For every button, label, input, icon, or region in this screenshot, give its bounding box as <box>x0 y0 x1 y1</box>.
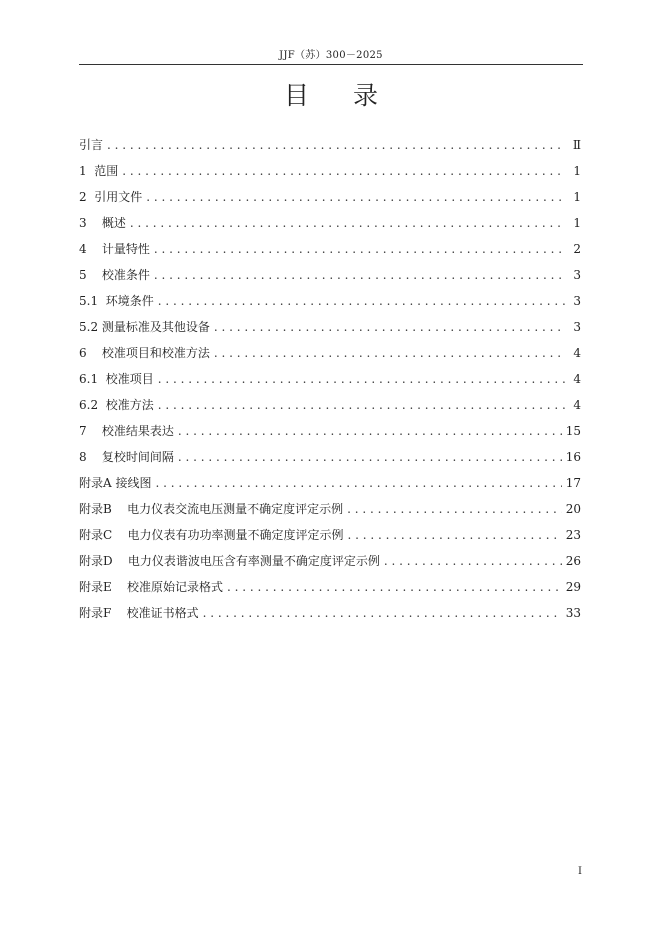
toc-entry[interactable] <box>79 236 581 262</box>
toc-entry[interactable] <box>79 158 581 184</box>
toc-entry-label: 7 校准结果表达 <box>79 424 174 438</box>
toc-entry-page: 26 <box>565 554 581 568</box>
header-divider <box>79 64 583 65</box>
toc-dot-leader <box>203 600 562 626</box>
toc-entry-label: 6.1 校准项目 <box>79 372 154 386</box>
toc-dot-leader <box>122 158 565 184</box>
toc-entry-page: 29 <box>565 580 581 594</box>
toc-dot-leader <box>384 548 562 574</box>
toc-entry[interactable] <box>79 314 581 340</box>
toc-entry[interactable] <box>79 288 581 314</box>
toc-entry-page: Ⅱ <box>572 138 581 152</box>
toc-entry-page: 2 <box>573 242 581 256</box>
toc-dot-leader <box>154 262 565 288</box>
toc-entry-page: 4 <box>573 372 581 386</box>
toc-entry-label: 5.2 测量标准及其他设备 <box>79 320 210 334</box>
page-title: 目录 <box>283 81 422 110</box>
toc-entry[interactable] <box>79 470 581 496</box>
toc-dot-leader <box>347 522 561 548</box>
toc-entry-label: 2 引用文件 <box>79 190 143 204</box>
toc-entry[interactable] <box>79 444 581 470</box>
toc-entry-page: 33 <box>565 606 581 620</box>
toc-dot-leader <box>146 184 565 210</box>
toc-dot-leader <box>107 132 565 158</box>
toc-dot-leader <box>178 444 562 470</box>
toc-entry[interactable] <box>79 600 581 626</box>
toc-entry-label: 5.1 环境条件 <box>79 294 154 308</box>
toc-entry-label: 附录E 校准原始记录格式 <box>79 580 224 594</box>
toc-dot-leader <box>178 418 562 444</box>
toc-entry-label: 5 校准条件 <box>79 268 150 282</box>
table-of-contents <box>79 132 581 626</box>
toc-entry[interactable] <box>79 340 581 366</box>
toc-entry-label: 1 范围 <box>79 164 119 178</box>
toc-dot-leader <box>214 340 565 366</box>
toc-entry[interactable] <box>79 496 581 522</box>
toc-dot-leader <box>154 236 565 262</box>
toc-entry[interactable] <box>79 574 581 600</box>
toc-entry-page: 16 <box>565 450 581 464</box>
toc-entry-label: 6 校准项目和校准方法 <box>79 346 210 360</box>
toc-entry-page: 1 <box>573 190 581 204</box>
toc-entry-label: 6.2 校准方法 <box>79 398 154 412</box>
toc-entry-label: 附录D 电力仪表谐波电压含有率测量不确定度评定示例 <box>79 554 380 568</box>
toc-entry-page: 1 <box>573 216 581 230</box>
toc-dot-leader <box>158 392 565 418</box>
toc-entry[interactable] <box>79 548 581 574</box>
toc-entry-page: 23 <box>565 528 581 542</box>
toc-dot-leader <box>347 496 562 522</box>
toc-entry-label: 3 概述 <box>79 216 126 230</box>
toc-entry[interactable] <box>79 366 581 392</box>
toc-entry-page: 3 <box>573 268 581 282</box>
toc-entry-page: 4 <box>573 398 581 412</box>
toc-entry-page: 20 <box>565 502 581 516</box>
toc-entry[interactable] <box>79 522 581 548</box>
toc-dot-leader <box>130 210 565 236</box>
toc-entry[interactable] <box>79 132 581 158</box>
toc-entry-page: 1 <box>573 164 581 178</box>
document-code-header: JJF（苏）300－2025 <box>279 50 383 61</box>
toc-dot-leader <box>158 366 565 392</box>
toc-dot-leader <box>214 314 565 340</box>
toc-entry[interactable] <box>79 418 581 444</box>
toc-entry-label: 附录B 电力仪表交流电压测量不确定度评定示例 <box>79 502 344 516</box>
toc-dot-leader <box>227 574 562 600</box>
toc-entry-label: 附录A 接线图 <box>79 476 152 490</box>
page-number: Ⅰ <box>578 866 582 877</box>
toc-entry[interactable] <box>79 184 581 210</box>
toc-entry-label: 引言 <box>79 138 104 152</box>
toc-entry-page: 3 <box>573 294 581 308</box>
toc-entry-page: 17 <box>565 476 581 490</box>
toc-entry-label: 8 复校时间间隔 <box>79 450 174 464</box>
toc-dot-leader <box>158 288 565 314</box>
toc-entry-label: 附录C 电力仪表有功功率测量不确定度评定示例 <box>79 528 344 542</box>
toc-entry-page: 3 <box>573 320 581 334</box>
toc-dot-leader <box>155 470 561 496</box>
toc-entry-label: 4 计量特性 <box>79 242 150 256</box>
toc-entry[interactable] <box>79 392 581 418</box>
toc-entry[interactable] <box>79 262 581 288</box>
toc-entry-page: 4 <box>573 346 581 360</box>
toc-entry-label: 附录F 校准证书格式 <box>79 606 199 620</box>
toc-entry-page: 15 <box>565 424 581 438</box>
toc-entry[interactable] <box>79 210 581 236</box>
